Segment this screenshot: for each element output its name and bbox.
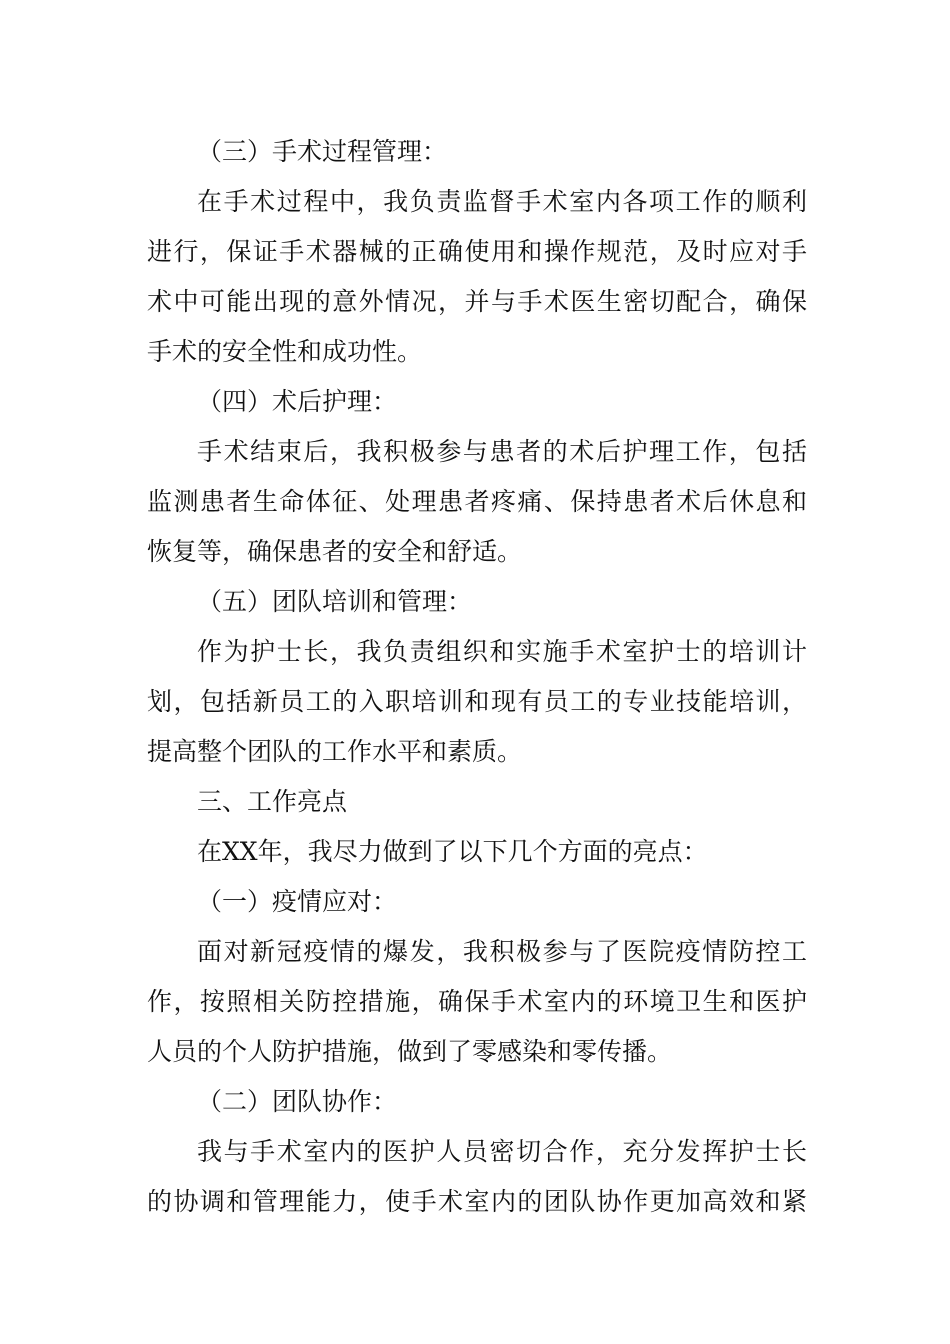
paragraph-line: 手术的安全性和成功性。 xyxy=(147,337,423,366)
paragraph-line: 人员的个人防护措施，做到了零感染和零传播。 xyxy=(147,1037,673,1066)
paragraph-line: 监测患者生命体征、处理患者疼痛、保持患者术后休息和 xyxy=(147,487,807,516)
section-heading: （五）团队培训和管理： xyxy=(197,587,473,616)
paragraph-line: 划，包括新员工的入职培训和现有员工的专业技能培训， xyxy=(147,687,807,716)
section-heading: （二）团队协作： xyxy=(197,1087,398,1116)
section-heading: （一）疫情应对： xyxy=(197,887,398,916)
paragraph-line: 面对新冠疫情的爆发，我积极参与了医院疫情防控工 xyxy=(197,937,807,966)
paragraph-line: 在手术过程中，我负责监督手术室内各项工作的顺利 xyxy=(197,187,807,216)
paragraph-line: 进行，保证手术器械的正确使用和操作规范，及时应对手 xyxy=(147,237,807,266)
paragraph-line: 恢复等，确保患者的安全和舒适。 xyxy=(147,537,523,566)
paragraph-line: 作，按照相关防控措施，确保手术室内的环境卫生和医护 xyxy=(147,987,807,1016)
paragraph-line: 手术结束后，我积极参与患者的术后护理工作，包括 xyxy=(197,437,807,466)
chapter-heading: 三、工作亮点 xyxy=(197,787,348,816)
paragraph-line: 术中可能出现的意外情况，并与手术医生密切配合，确保 xyxy=(147,287,807,316)
paragraph-line: 作为护士长，我负责组织和实施手术室护士的培训计 xyxy=(197,637,807,666)
paragraph-line: 提高整个团队的工作水平和素质。 xyxy=(147,737,523,766)
section-heading: （三）手术过程管理： xyxy=(197,137,448,166)
paragraph-line: 我与手术室内的医护人员密切合作，充分发挥护士长 xyxy=(197,1137,807,1166)
paragraph-line: 在XX年，我尽力做到了以下几个方面的亮点： xyxy=(197,837,708,866)
section-heading: （四）术后护理： xyxy=(197,387,398,416)
paragraph-line: 的协调和管理能力，使手术室内的团队协作更加高效和紧 xyxy=(147,1187,807,1216)
